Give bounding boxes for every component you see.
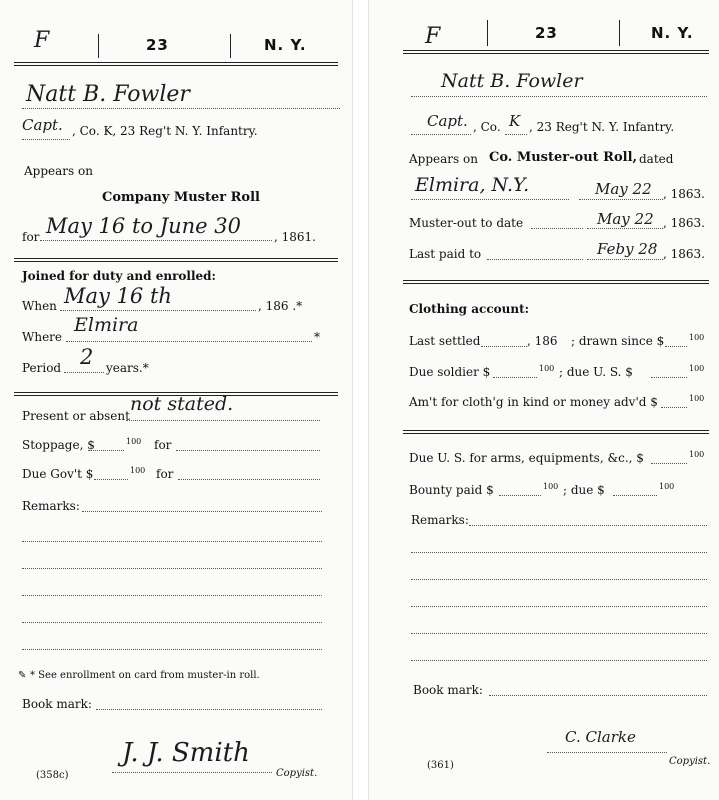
stoppage-dollars-line: [88, 450, 124, 451]
present-line: [126, 420, 320, 421]
right-card: [368, 0, 719, 800]
when-line: [60, 310, 256, 311]
unit-text: , 23 Reg't N. Y. Infantry.: [529, 120, 675, 134]
company-line: [505, 134, 527, 135]
form-number: (361): [427, 760, 454, 771]
date-value: May 22: [595, 180, 652, 198]
last-paid-label: Last paid to: [409, 247, 482, 261]
present-value: not stated.: [130, 393, 234, 415]
amt-clothing-label: Am't for cloth'g in kind or money adv'd $: [409, 395, 658, 409]
bounty-due-cents: 100: [659, 482, 675, 491]
remarks-line: [22, 541, 322, 542]
muster-out-line: [587, 228, 663, 229]
last-settled-label: Last settled: [409, 334, 481, 348]
header-state: N. Y.: [651, 24, 694, 42]
rank-line: [22, 139, 70, 140]
last-paid-lead: [487, 259, 583, 260]
period-label: Period: [22, 361, 62, 375]
header-state: N. Y.: [264, 36, 307, 54]
remarks-line: [22, 622, 322, 623]
footnote-mark: ✎: [18, 670, 27, 681]
remarks-line: [411, 606, 707, 607]
due-soldier-line: [493, 377, 537, 378]
remarks-line: [411, 552, 707, 553]
drawn-since-line: [665, 346, 687, 347]
muster-out-value: May 22: [597, 210, 654, 228]
copyist-label: Copyist.: [276, 768, 318, 779]
header-letter: F: [425, 24, 441, 49]
name-line: [22, 108, 340, 109]
where-line: [66, 341, 312, 342]
remarks-label: Remarks:: [411, 513, 469, 527]
last-settled-line: [481, 346, 527, 347]
section-rule: [403, 280, 709, 284]
company-value: K: [509, 112, 521, 130]
roll-title: Company Muster Roll: [102, 190, 260, 205]
period-suffix: years.*: [106, 361, 149, 375]
copyist-signature: J. J. Smith: [122, 738, 250, 768]
rank-value: Capt.: [22, 116, 63, 134]
when-year: , 186 .*: [258, 299, 303, 313]
amt-clothing-cents: 100: [689, 394, 705, 403]
left-card: [0, 0, 353, 800]
footnote: * See enrollment on card from muster-in roll.: [30, 670, 260, 681]
for-year: , 1861.: [274, 230, 316, 244]
muster-out-year: , 1863.: [663, 216, 705, 230]
header-regiment-number: 23: [146, 36, 169, 54]
form-number: (358c): [36, 770, 69, 781]
bounty-label: Bounty paid $: [409, 483, 494, 497]
drawn-since-cents: 100: [689, 333, 705, 342]
due-arms-label: Due U. S. for arms, equipments, &c., $: [409, 451, 644, 465]
due-arms-line: [651, 463, 687, 464]
where-label: Where: [22, 330, 63, 344]
co-prefix: , Co.: [473, 120, 501, 134]
due-govt-dollars-line: [94, 479, 128, 480]
rank-line: [411, 134, 471, 135]
settled-year: , 186: [527, 334, 558, 348]
remarks-line: [22, 595, 322, 596]
present-label: Present or absent: [22, 409, 130, 423]
stoppage-for: for: [154, 438, 172, 452]
appears-on-label: Appears on: [409, 152, 478, 166]
remarks-line: [469, 525, 707, 526]
stoppage-for-line: [176, 450, 320, 451]
stoppage-cents: 100: [126, 437, 142, 446]
drawn-since-label: ; drawn since $: [571, 334, 665, 348]
signature-line: [112, 772, 272, 773]
due-govt-for: for: [156, 467, 174, 481]
due-us-line: [651, 377, 687, 378]
date-line: [579, 199, 663, 200]
period-value: 2: [80, 345, 94, 369]
header-divider: [619, 20, 620, 46]
remarks-line: [411, 660, 707, 661]
unit-text: , Co. K, 23 Reg't N. Y. Infantry.: [72, 124, 258, 138]
clothing-heading: Clothing account:: [409, 302, 530, 316]
section-rule: [14, 258, 338, 262]
for-line: [40, 240, 272, 241]
remarks-line: [22, 568, 322, 569]
name-line: [411, 96, 707, 97]
soldier-name: Natt B. Fowler: [441, 70, 583, 92]
remarks-line: [82, 511, 322, 512]
signature-line: [547, 752, 667, 753]
header-divider: [487, 20, 488, 46]
when-value: May 16 th: [64, 284, 172, 308]
due-us-label: ; due U. S. $: [559, 365, 633, 379]
header-divider: [230, 34, 231, 58]
when-label: When: [22, 299, 57, 313]
copyist-label: Copyist.: [669, 756, 711, 767]
section-rule: [403, 430, 709, 434]
bookmark-label: Book mark:: [413, 683, 483, 697]
due-govt-cents: 100: [130, 466, 146, 475]
dated-label: dated: [639, 152, 674, 166]
bounty-due-label: ; due $: [563, 483, 605, 497]
remarks-line: [22, 649, 322, 650]
remarks-line: [411, 579, 707, 580]
period-line: [64, 372, 104, 373]
due-govt-for-line: [178, 479, 320, 480]
joined-heading: Joined for duty and enrolled:: [22, 269, 216, 283]
due-soldier-cents: 100: [539, 364, 555, 373]
muster-out-lead: [531, 228, 583, 229]
bounty-cents: 100: [543, 482, 559, 491]
remarks-label: Remarks:: [22, 499, 80, 513]
remarks-line: [411, 633, 707, 634]
date-year: , 1863.: [663, 187, 705, 201]
stoppage-label: Stoppage, $: [22, 438, 95, 452]
header-regiment-number: 23: [535, 24, 558, 42]
bounty-due-line: [613, 495, 657, 496]
where-value: Elmira: [74, 314, 139, 336]
for-label: for: [22, 230, 40, 244]
due-us-cents: 100: [689, 364, 705, 373]
appears-on-label: Appears on: [24, 164, 93, 178]
bookmark-line: [96, 709, 322, 710]
muster-out-label: Muster-out to date: [409, 216, 524, 230]
due-soldier-label: Due soldier $: [409, 365, 491, 379]
last-paid-year: , 1863.: [663, 247, 705, 261]
amt-clothing-line: [661, 407, 687, 408]
place-line: [411, 199, 569, 200]
header-rule: [14, 62, 338, 66]
header-rule: [403, 50, 709, 54]
header-letter: F: [34, 28, 50, 53]
copyist-signature: C. Clarke: [565, 728, 636, 746]
last-paid-value: Feby 28: [597, 240, 658, 258]
place-value: Elmira, N.Y.: [415, 174, 530, 196]
due-arms-cents: 100: [689, 450, 705, 459]
due-govt-label: Due Gov't $: [22, 467, 94, 481]
header-divider: [98, 34, 99, 58]
bookmark-label: Book mark:: [22, 697, 92, 711]
roll-title: Co. Muster-out Roll,: [489, 150, 638, 165]
rank-value: Capt.: [427, 112, 468, 130]
bounty-line: [499, 495, 541, 496]
bookmark-line: [489, 695, 707, 696]
where-star: *: [314, 330, 320, 344]
for-value: May 16 to June 30: [46, 214, 242, 238]
last-paid-line: [587, 259, 663, 260]
soldier-name: Natt B. Fowler: [26, 82, 190, 107]
